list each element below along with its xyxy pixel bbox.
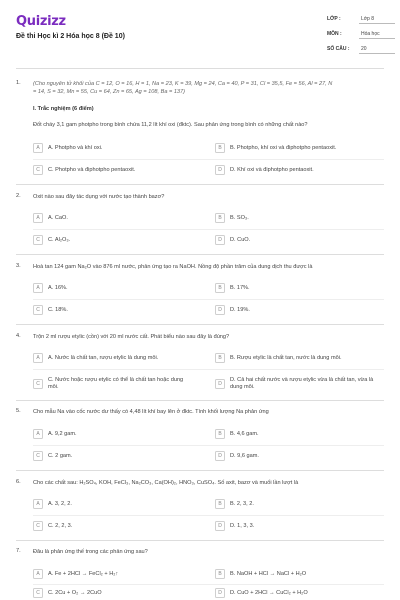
option-5b[interactable] — [215, 427, 375, 441]
option-key-box: B — [215, 429, 225, 439]
option-2b[interactable] — [215, 211, 375, 225]
option-label: D. 19%. — [230, 306, 250, 313]
question-text: Trộn 2 ml rượu etylic (cồn) với 20 ml nước cất. Phát biểu nào sau đây là đúng? — [33, 334, 230, 340]
option-key-box: A — [33, 353, 43, 363]
option-key-box: D — [215, 451, 225, 461]
option-key-box: C — [33, 521, 43, 531]
option-3d[interactable] — [215, 303, 375, 317]
header-divider — [16, 68, 384, 69]
option-key-box: D — [215, 165, 225, 175]
question-divider — [16, 540, 384, 541]
option-divider — [33, 515, 384, 516]
option-2a[interactable] — [33, 211, 193, 225]
option-key-box: B — [215, 283, 225, 293]
option-label: A. 9,2 gam. — [48, 430, 77, 437]
option-label: A. Photpho và khí oxi. — [48, 144, 103, 151]
option-divider — [33, 369, 384, 370]
option-label: C. 2, 2, 3. — [48, 522, 73, 529]
meta-class-label: LỚP : — [327, 16, 341, 22]
option-key-box: B — [215, 143, 225, 153]
option-label: D. 1, 3, 3. — [230, 522, 255, 529]
option-label: D. CuO. — [230, 236, 251, 243]
option-key-box: D — [215, 521, 225, 531]
option-key-box: A — [33, 143, 43, 153]
option-3c[interactable] — [33, 303, 193, 317]
option-key-box: C — [33, 235, 43, 245]
meta-underline — [359, 53, 395, 54]
option-key-box: B — [215, 213, 225, 223]
option-key-box: C — [33, 379, 43, 389]
option-5c[interactable] — [33, 449, 193, 463]
option-label: A. 3, 2, 2. — [48, 500, 72, 507]
option-4d[interactable] — [215, 375, 375, 393]
question-number: 5. — [16, 408, 21, 414]
question-number: 7. — [16, 548, 21, 554]
option-7a[interactable] — [33, 567, 193, 581]
option-1b[interactable] — [215, 141, 375, 155]
option-1d[interactable] — [215, 163, 375, 177]
section-heading: I. Trắc nghiệm (6 điểm) — [33, 106, 94, 112]
option-7c[interactable] — [33, 586, 193, 600]
question-text: Cho các chất sau: H₂SO₄, KOH, FeCl₃, Na₂CO₃, Ca(OH)₂, HNO₃, CuSO₄. Số axit, bazơ và muối lần lượt là — [33, 480, 299, 486]
option-label: B. 4,6 gam. — [230, 430, 259, 437]
option-key-box: A — [33, 499, 43, 509]
option-label: D. CuO + 2HCl → CuCl₂ + H₂O — [230, 589, 308, 596]
option-7b[interactable] — [215, 567, 375, 581]
option-label: B. 17%. — [230, 284, 250, 291]
meta-subject-label: MÔN : — [327, 31, 342, 37]
option-1c[interactable] — [33, 163, 193, 177]
question-number: 6. — [16, 479, 21, 485]
option-divider — [33, 229, 384, 230]
atomic-mass-note-line-1: (Cho nguyên tử khối của C = 12, O = 16, H = 1, Na = 23, K = 39, Mg = 24, Ca = 40, P = 31, Cl = 35,5, Fe = 56, Al = 27, N — [33, 81, 333, 87]
atomic-mass-note — [33, 80, 383, 96]
option-key-box: B — [215, 353, 225, 363]
meta-class-value: Lớp 8 — [361, 16, 375, 22]
option-label: D. 9,6 gam. — [230, 452, 259, 459]
option-key-box: C — [33, 451, 43, 461]
option-label: D. Khí oxi và điphotpho pentaoxit. — [230, 166, 314, 173]
option-1a[interactable] — [33, 141, 193, 155]
quizizz-logo: Quizizz — [16, 14, 66, 29]
question-number: 3. — [16, 263, 21, 269]
option-3a[interactable] — [33, 281, 193, 295]
question-number: 2. — [16, 193, 21, 199]
option-label: B. Photpho, khí oxi và điphotpho pentaoxit. — [230, 144, 337, 151]
option-label: A. Nước là chất tan, rượu etylic là dung môi. — [48, 354, 159, 361]
option-label: C. 2Cu + O₂ → 2CuO — [48, 589, 102, 596]
option-label: C. Nước hoặc rượu etylic có thể là chất tan hoặc dung môi. — [48, 377, 184, 390]
option-key-box: D — [215, 305, 225, 315]
option-key-box: A — [33, 429, 43, 439]
option-label: C. 2 gam. — [48, 452, 73, 459]
option-key-box: C — [33, 165, 43, 175]
option-7d[interactable] — [215, 586, 375, 600]
page-title: Đề thi Học kì 2 Hóa học 8 (Đề 10) — [16, 33, 125, 40]
option-6a[interactable] — [33, 497, 193, 511]
atomic-mass-note-line-2: = 14, S = 32, Mn = 55, Cu = 64, Zn = 65, Ag = 108, Ba = 137) — [33, 89, 186, 95]
meta-underline — [359, 38, 395, 39]
option-key-box: A — [33, 213, 43, 223]
question-divider — [16, 254, 384, 255]
option-label: B. 2, 3, 2. — [230, 500, 254, 507]
option-divider — [33, 159, 384, 160]
option-4c[interactable] — [33, 375, 193, 393]
option-5a[interactable] — [33, 427, 193, 441]
option-label: A. CaO. — [48, 214, 68, 221]
option-6b[interactable] — [215, 497, 375, 511]
option-4a[interactable] — [33, 351, 193, 365]
option-label: B. NaOH + HCl → NaCl + H₂O — [230, 570, 307, 577]
option-3b[interactable] — [215, 281, 375, 295]
option-key-box: C — [33, 305, 43, 315]
option-6c[interactable] — [33, 519, 193, 533]
option-label: B. SO₃. — [230, 214, 249, 221]
option-label: C. Al₂O₃. — [48, 236, 71, 243]
option-key-box: A — [33, 569, 43, 579]
option-label: C. 18%. — [48, 306, 68, 313]
question-number: 1. — [16, 80, 21, 86]
option-key-box: B — [215, 569, 225, 579]
option-label: D. Cả hai chất nước và rượu etylic vừa là chất tan, vừa là dung môi. — [230, 377, 374, 390]
question-text: Oxit nào sau đây tác dụng với nước tạo thành bazơ? — [33, 194, 165, 200]
option-label: C. Photpho và điphotpho pentaoxit. — [48, 166, 136, 173]
option-key-box: D — [215, 379, 225, 389]
question-text: Hoà tan 124 gam Na₂O vào 876 ml nước, phản ứng tạo ra NaOH. Nồng độ phần trăm của dung dịch thu được là — [33, 264, 313, 270]
meta-count-label: SỐ CÂU : — [327, 46, 350, 52]
question-text: Đốt cháy 3,1 gam photpho trong bình chứa 11,2 lít khí oxi (đktc). Sau phản ứng trong bình có những chất nào? — [33, 122, 308, 128]
option-divider — [33, 299, 384, 300]
option-divider — [33, 445, 384, 446]
option-2c[interactable] — [33, 233, 193, 247]
option-key-box: D — [215, 588, 225, 598]
option-6d[interactable] — [215, 519, 375, 533]
question-text: Đâu là phản ứng thế trong các phản ứng sau? — [33, 549, 148, 555]
question-text: Cho mẫu Na vào cốc nước dư thấy có 4,48 lít khí bay lên ở đktc. Tính khối lượng Na phản ứng — [33, 409, 269, 415]
meta-underline — [359, 23, 395, 24]
option-divider — [33, 584, 384, 585]
option-key-box: B — [215, 499, 225, 509]
meta-count-value: 20 — [361, 46, 367, 52]
question-divider — [16, 324, 384, 325]
option-label: A. Fe + 2HCl → FeCl₂ + H₂↑ — [48, 570, 119, 577]
question-divider — [16, 184, 384, 185]
option-key-box: C — [33, 588, 43, 598]
option-4b[interactable] — [215, 351, 375, 365]
page-header — [0, 0, 400, 62]
question-divider — [16, 400, 384, 401]
option-2d[interactable] — [215, 233, 375, 247]
option-5d[interactable] — [215, 449, 375, 463]
question-number: 4. — [16, 333, 21, 339]
option-key-box: A — [33, 283, 43, 293]
option-label: A. 16%. — [48, 284, 68, 291]
meta-subject-value: Hóa học — [361, 31, 380, 37]
option-key-box: D — [215, 235, 225, 245]
question-divider — [16, 470, 384, 471]
option-label: B. Rượu etylic là chất tan, nước là dung môi. — [230, 354, 342, 361]
